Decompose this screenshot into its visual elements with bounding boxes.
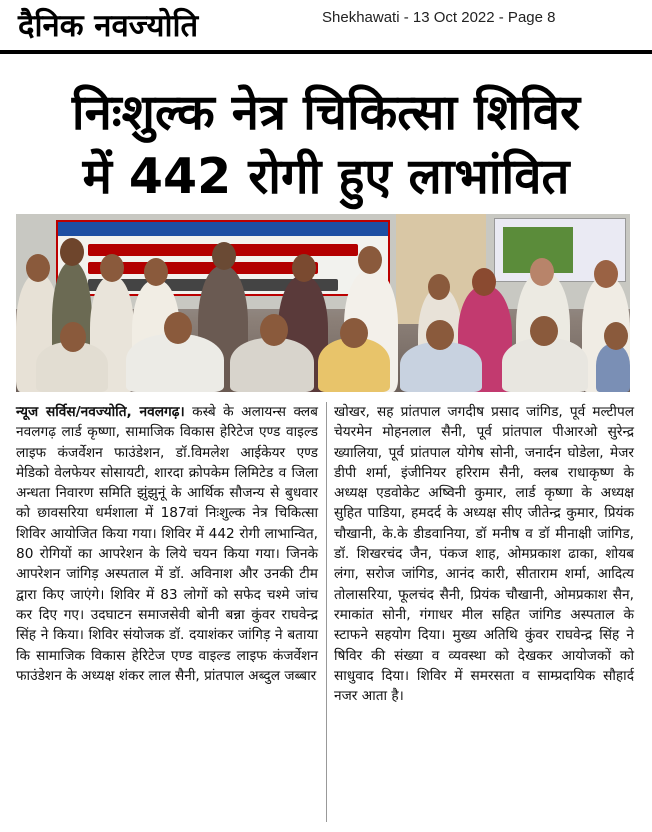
article-column-left [16,402,318,686]
article-byline: न्यूज सर्विस/नवज्योति, नवलगढ़। [16,404,185,420]
column-divider [326,402,327,822]
masthead-rule [0,50,652,54]
article-text-right: खोखर, सह प्रांतपाल जगदीष प्रसाद जांगिड, पूर्व मल्टीपल चेयरमेन मोहनलाल सैनी, पूर्व प्रांतपाल पीआरओ सुरेन्द्र ख्यालिया, पूर्व प्रांतपाल योगेष सोनी, जनार्दन घोडेला, मेजर डीपी शर्मा, इंजीनियर हरिराम सैनी, क्लब राधाकृष्ण के अध्यक्ष एडवोकेट अष्विनी कुमार, लार्ड कृष्णा के अध्यक्ष सुहित पाडिया, हमदर्द के अध्यक्ष सीए जीतेन्द्र कुमार, प्रियंक चौखानी, के.के डीडवानिया, डॉ मनीष व डॉ मीनाक्षी जांगिड, डॉ. शिखरचंद जैन, पंकज शाह, ओमप्रकाश ढाका, शोयब लंगा, सरोज जांगिड, आनंद कारी, सीताराम शर्मा, आदित्य तोलासरिया, फूलचंद सैनी, प्रियंक चौखानी, ओमप्रकाश सैन, रमाकांत सोनी, गंगाधर मील सहित जांगिड अस्पताल के स्टाफने सहयोग दिया। मुख्य अतिथि कुंवर राघवेन्द्र सिंह ने षिविर की संख्या व व्यवस्था को देखकर आयोजकों को साधुवाद दिया। शिविर में समरसता व साम्प्रदायिक सौहार्द नजर आता है। [334,404,634,705]
news-photo [16,214,630,392]
headline-line-2: में 442 रोगी हुए लाभांवित [82,148,570,205]
article-text-left: कस्बे के अलायन्स क्लब नवलगढ़ लार्ड कृष्णा, सामाजिक विकास हेरिटेज एण्ड वाइल्ड लाइफ कंजर्वेशन फाउंडेशन, डॉ.विमलेश आईकेयर एण्ड मेडिको वेलफेयर सोसायटी, शारदा क्रोपकेम लिमिटेड व जिला अन्धता निवारण समिति झुंझुनूं के आर्थिक सौजन्य से बुधवार को छावसरिया धर्मशाला में 187वां निःशुल्क नेत्र चिकित्सा शिविर आयोजित किया गया। शिविर में 442 रोगी लाभान्वित, 80 रोगियों का आपरेशन के लिये चयन किया गया। जिनके आपरेशन जांगिड़ अस्पताल में डॉ. अविनाश और उनकी टीम द्वारा किए जाएंगे। शिविर में 83 लोगों को सफेद चश्मे जांच कर दिए गए। उदघाटन समाजसेवी बोनी बन्ना कुंवर राघवेन्द्र सिंह ने किया। शिविर संयोजक डॉ. दयाशंकर जांगिड़ ने बताया कि सामाजिक विकास हेरिटेज एण्ड वाइल्ड लाइफ कंजर्वेशन फाउंडेशन के अध्यक्ष शंकर लाल सैनी, प्रांतपाल अब्दुल जब्बार [16,404,318,684]
masthead-logo: दैनिक नवज्योति [18,8,199,44]
article-column-right [334,402,634,706]
headline-line-1: निःशुल्क नेत्र चिकित्सा शिविर [71,84,581,141]
edition-info: Shekhawati - 13 Oct 2022 - Page 8 [322,9,556,26]
